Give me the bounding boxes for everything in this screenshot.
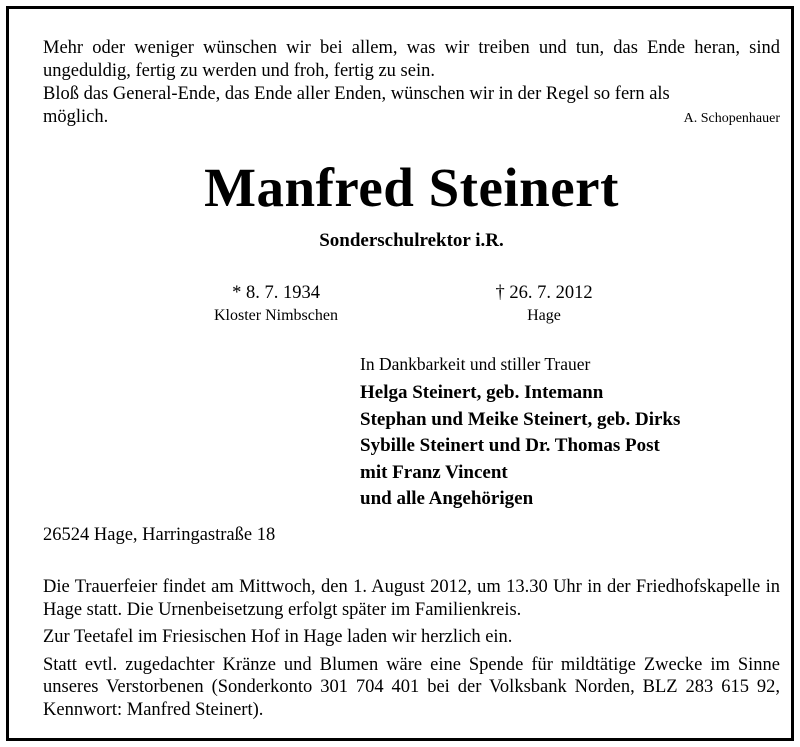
mourners-intro: In Dankbarkeit und stiller Trauer <box>360 354 591 374</box>
mourner-name: Sybille Steinert und Dr. Thomas Post <box>360 435 660 456</box>
quote-block <box>43 37 780 130</box>
death-info <box>461 282 627 327</box>
quote-line-end: möglich. <box>43 107 109 127</box>
obituary-frame <box>6 6 794 741</box>
deceased-title: Sonderschulrektor i.R. <box>319 230 504 251</box>
mourner-name: Helga Steinert, geb. Intemann <box>360 382 604 403</box>
obituary-content <box>43 37 780 720</box>
mourner-name: mit Franz Vincent <box>360 461 508 483</box>
birth-info <box>193 282 359 327</box>
tea-notice: Zur Teetafel im Friesischen Hof in Hage laden wir herzlich ein. <box>43 627 513 647</box>
quote-last-line <box>43 106 780 130</box>
death-place: Hage <box>527 307 561 324</box>
birth-date: * 8. 7. 1934 <box>232 283 320 303</box>
quote-line-2: Bloß das General-Ende, das Ende aller Enden, wünschen wir in der Regel so fern als <box>43 84 670 104</box>
birth-place: Kloster Nimbschen <box>214 307 338 324</box>
notices-block <box>43 576 780 726</box>
mourners-block <box>360 352 680 513</box>
quote-author: A. Schopenhauer <box>683 111 780 126</box>
mourner-name: Stephan und Meike Steinert, geb. Dirks <box>360 408 681 430</box>
mourner-name: und alle Angehörigen <box>360 488 534 509</box>
death-date: † 26. 7. 2012 <box>495 283 593 303</box>
quote-line-1: Mehr oder weniger wünschen wir bei allem, was wir treiben und tun, das Ende heran, sind ungeduldig, fertig zu werden und froh, fertig zu sein. <box>43 38 780 81</box>
family-address: 26524 Hage, Harringastraße 18 <box>43 525 276 545</box>
funeral-notice: Die Trauerfeier findet am Mittwoch, den 1. August 2012, um 13.30 Uhr in der Friedhofskapelle in Hage statt. Die Urnenbeisetzung erfolgt später im Familienkreis. <box>43 577 780 620</box>
deceased-name: Manfred Steinert <box>204 157 619 218</box>
donation-notice: Statt evtl. zugedachter Kränze und Blumen wäre eine Spende für mildtätige Zwecke im Sinne unseres Verstorbenen (Sonderkonto 301 704 401 bei der Volksbank Norden, BLZ 283 615 92, Kennwort: Manfred Steinert). <box>43 654 780 720</box>
